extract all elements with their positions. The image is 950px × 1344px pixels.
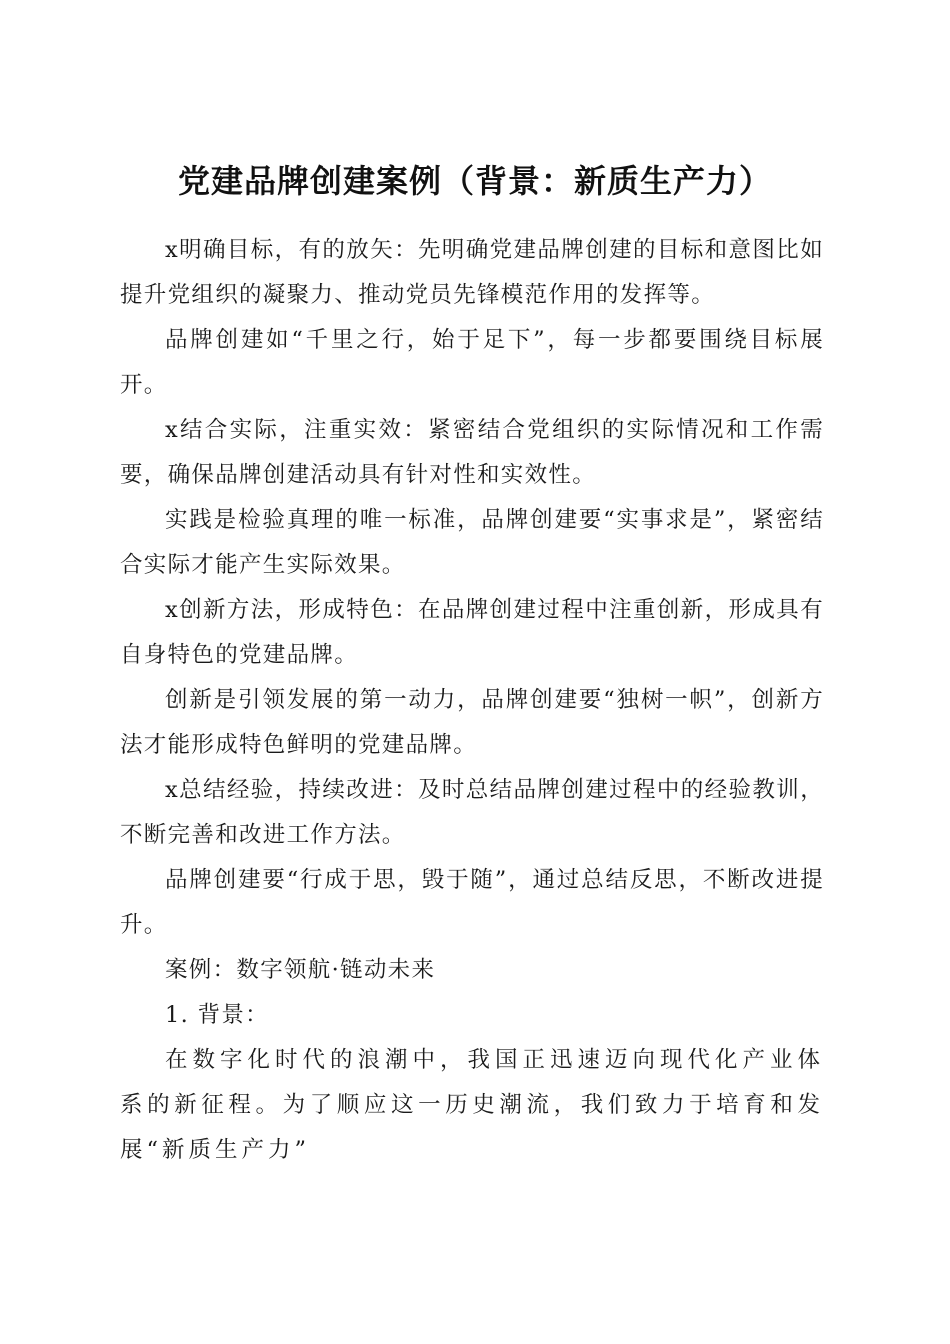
paragraph-practical-quote: 实践是检验真理的唯一标准，品牌创建要“实事求是”，紧密结合实际才能产生实际效果。 [120, 507, 824, 578]
paragraph-innovation: x创新方法，形成特色：在品牌创建过程中注重创新，形成具有自身特色的党建品牌。 [120, 597, 824, 668]
paragraph-background: 在数字化时代的浪潮中，我国正迅速迈向现代化产业体系的新征程。为了顺应这一历史潮流，我们致力于培育和发展“新质生产力” [120, 1047, 824, 1163]
paragraph-summary: x总结经验，持续改进：及时总结品牌创建过程中的经验教训，不断完善和改进工作方法。 [120, 777, 824, 848]
section-heading-background: 1. 背景： [165, 1002, 269, 1028]
document-title: 党建品牌创建案例（背景：新质生产力） [177, 162, 772, 201]
paragraph-goal-quote: 品牌创建如“千里之行，始于足下”，每一步都要围绕目标展开。 [120, 327, 824, 398]
paragraph-summary-quote: 品牌创建要“行成于思，毁于随”，通过总结反思，不断改进提升。 [120, 867, 824, 938]
document-body [120, 228, 824, 1173]
paragraph-innovation-quote: 创新是引领发展的第一动力，品牌创建要“独树一帜”，创新方法才能形成特色鲜明的党建品牌。 [120, 687, 824, 758]
paragraph-goal: x明确目标，有的放矢：先明确党建品牌创建的目标和意图比如提升党组织的凝聚力、推动党员先锋模范作用的发挥等。 [120, 237, 824, 308]
case-heading: 案例：数字领航·链动未来 [165, 957, 436, 983]
paragraph-practical: x结合实际，注重实效：紧密结合党组织的实际情况和工作需要，确保品牌创建活动具有针对性和实效性。 [120, 417, 824, 488]
